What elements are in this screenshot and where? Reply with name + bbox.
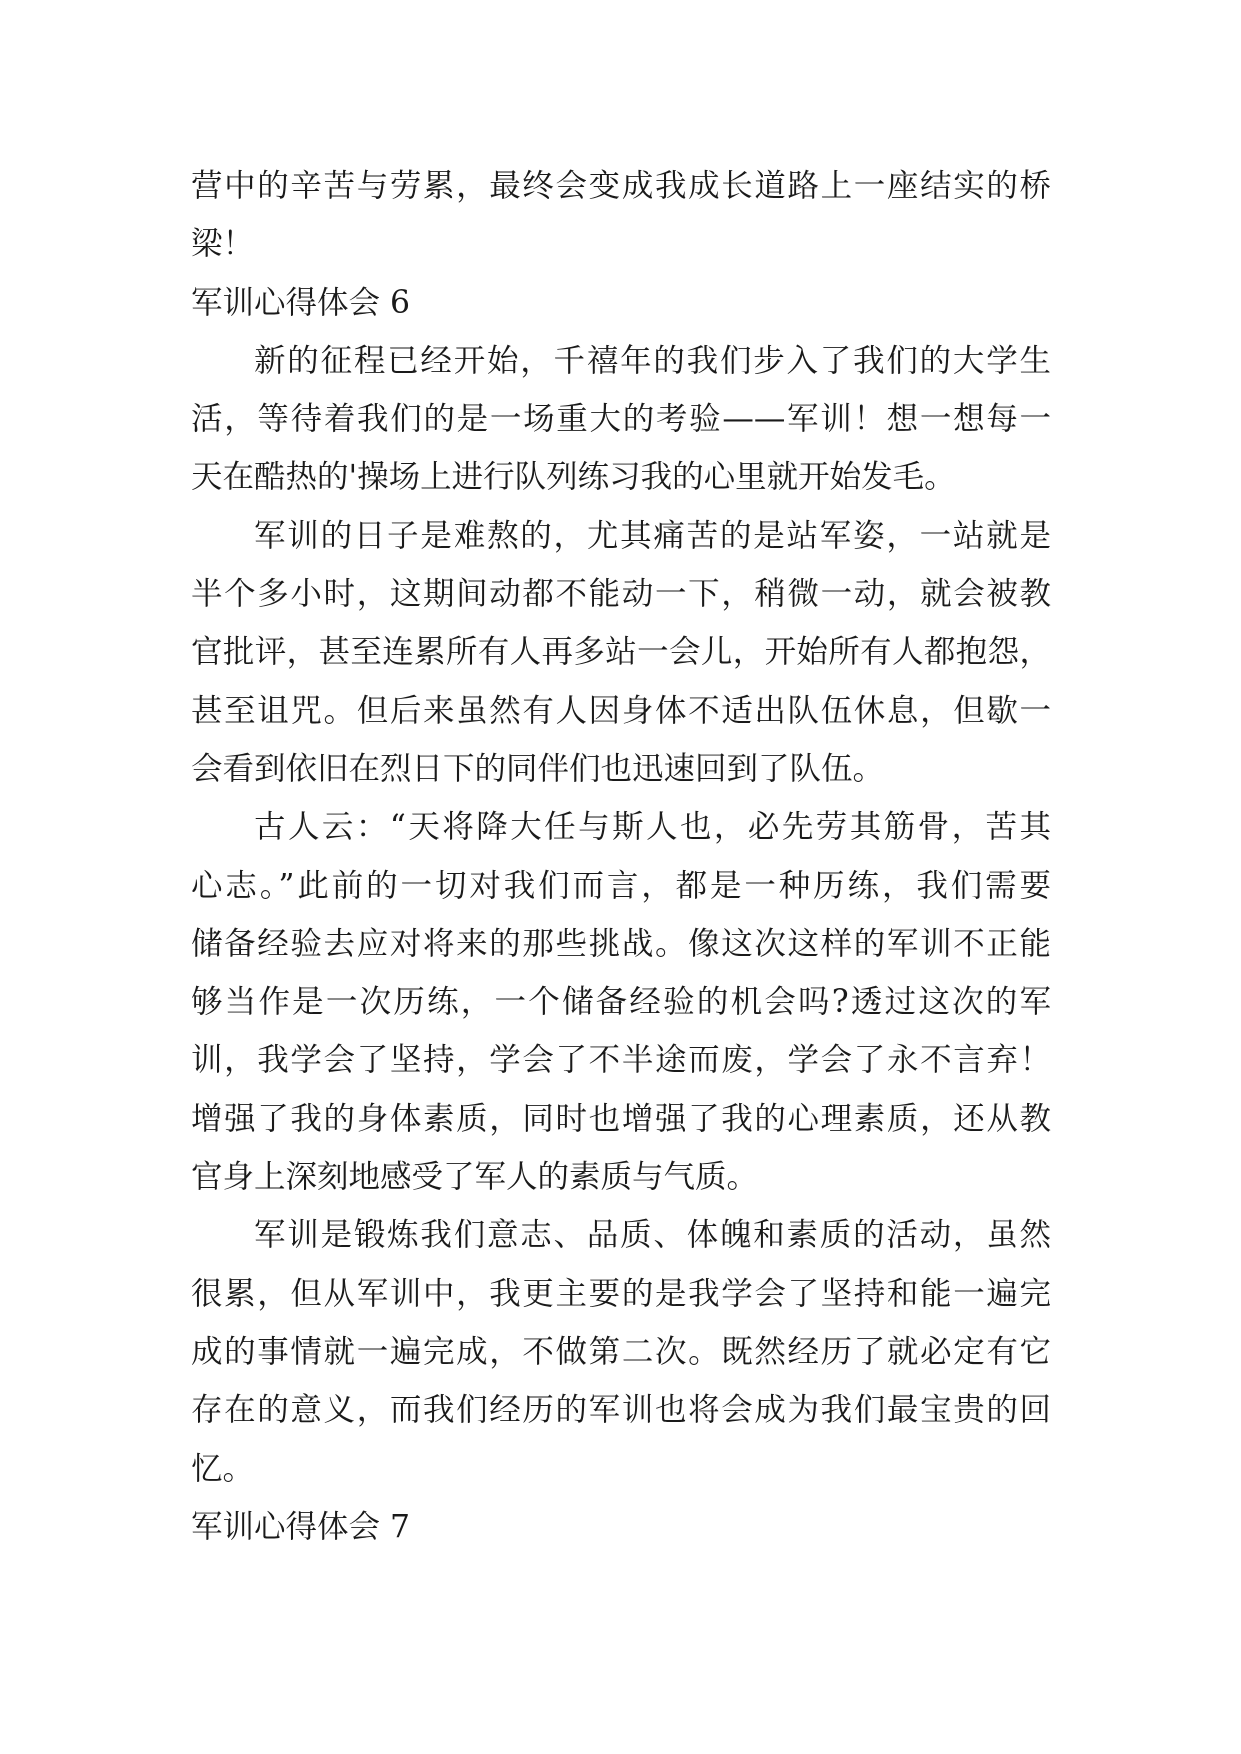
- body-text-line: 官身上深刻地感受了军人的素质与气质。: [191, 1159, 759, 1196]
- paragraph-first-line: 军训是锻炼我们意志、品质、体魄和素质的活动，虽然: [254, 1217, 1051, 1254]
- body-text-line: 够当作是一次历练，一个储备经验的机会吗?透过这次的军: [191, 984, 1051, 1021]
- body-text-line: 甚至诅咒。但后来虽然有人因身体不适出队伍休息，但歇一: [191, 692, 1051, 729]
- body-text-line: 心志。”此前的一切对我们而言，都是一种历练，我们需要: [191, 867, 1051, 904]
- paragraph-first-line: 古人云：“天将降大任与斯人也，必先劳其筋骨，苦其: [254, 809, 1051, 846]
- body-text-line: 官批评，甚至连累所有人再多站一会儿，开始所有人都抱怨，: [191, 634, 1051, 671]
- body-text-line: 半个多小时，这期间动都不能动一下，稍微一动，就会被教: [191, 576, 1051, 613]
- body-text-line: 训，我学会了坚持，学会了不半途而废，学会了永不言弃！: [191, 1042, 1051, 1079]
- body-text-line: 储备经验去应对将来的那些挑战。像这次这样的军训不正能: [191, 925, 1051, 962]
- body-text-line: 存在的意义，而我们经历的军训也将会成为我们最宝贵的回: [191, 1392, 1051, 1429]
- body-text-line: 天在酷热的'操场上进行队列练习我的心里就开始发毛。: [191, 459, 956, 496]
- body-text-line: 会看到依旧在烈日下的同伴们也迅速回到了队伍。: [191, 750, 885, 787]
- section-heading: 军训心得体会 7: [191, 1508, 411, 1545]
- body-text-line: 增强了我的身体素质，同时也增强了我的心理素质，还从教: [191, 1100, 1051, 1137]
- body-text-line: 成的事情就一遍完成，不做第二次。既然经历了就必定有它: [191, 1333, 1051, 1370]
- body-text-line: 营中的辛苦与劳累，最终会变成我成长道路上一座结实的桥: [191, 168, 1051, 204]
- paragraph-first-line: 新的征程已经开始，千禧年的我们步入了我们的大学生: [254, 342, 1051, 379]
- section-heading: 军训心得体会 6: [191, 284, 411, 321]
- paragraph-first-line: 军训的日子是难熬的，尤其痛苦的是站军姿，一站就是: [254, 517, 1051, 554]
- body-text-line: 很累，但从军训中，我更主要的是我学会了坚持和能一遍完: [191, 1275, 1051, 1312]
- document-page: [191, 157, 1051, 1556]
- body-text-line: 活，等待着我们的是一场重大的考验——军训！想一想每一: [191, 401, 1051, 438]
- body-text-line: 梁！: [191, 226, 255, 263]
- body-text-line: 忆。: [191, 1450, 255, 1487]
